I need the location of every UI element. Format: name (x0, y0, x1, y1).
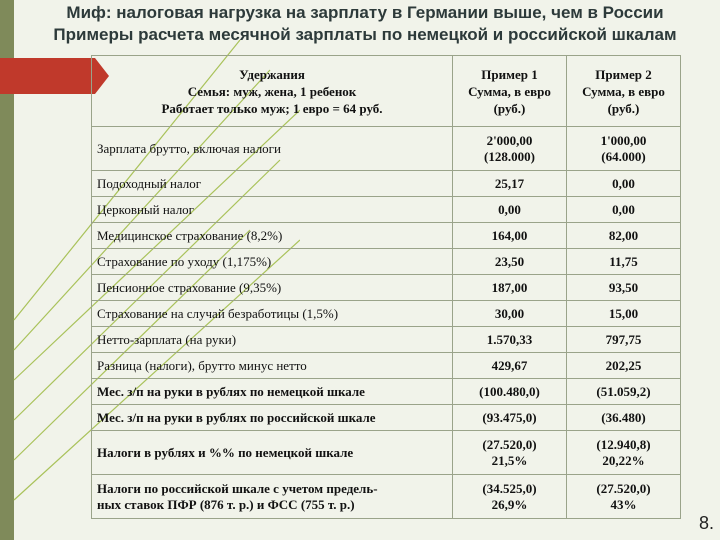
table-row (92, 327, 681, 353)
row-label: Страхование на случай безработицы (1,5%) (92, 301, 453, 327)
table-row (92, 127, 681, 171)
row-label: Зарплата брутто, включая налоги (92, 127, 453, 171)
row-label: Мес. з/п на руки в рублях по российской шкале (92, 405, 453, 431)
table-row (92, 223, 681, 249)
tax-comparison-table (91, 55, 681, 519)
row-value-2: (51.059,2) (567, 379, 681, 405)
row-value-1: (27.520,0) 21,5% (453, 431, 567, 475)
table-row (92, 379, 681, 405)
row-value-2: 0,00 (567, 171, 681, 197)
row-value-1: 23,50 (453, 249, 567, 275)
page-number: 8. (698, 513, 714, 533)
row-value-1: 25,17 (453, 171, 567, 197)
row-value-1: 30,00 (453, 301, 567, 327)
header-col1-line1: Удержания (239, 66, 305, 82)
row-value-2: 82,00 (567, 223, 681, 249)
header-example-2 (567, 56, 681, 127)
row-label: Пенсионное страхование (9,35%) (92, 275, 453, 301)
table-header-row (92, 56, 681, 127)
header-col3-line2: Сумма, в евро (582, 83, 665, 99)
table-row (92, 275, 681, 301)
row-value-1: 0,00 (453, 197, 567, 223)
row-label: Разница (налоги), брутто минус нетто (92, 353, 453, 379)
row-value-1: 164,00 (453, 223, 567, 249)
row-value-1: 187,00 (453, 275, 567, 301)
row-label: Церковный налог (92, 197, 453, 223)
table-row (92, 475, 681, 519)
title-line-2: Примеры расчета месячной зарплаты по немецкой и российской шкалам (53, 25, 677, 44)
header-col3-line3: (руб.) (607, 100, 640, 116)
header-col2-line3: (руб.) (493, 100, 526, 116)
row-value-2: 797,75 (567, 327, 681, 353)
row-label: Нетто-зарплата (на руки) (92, 327, 453, 353)
table-row (92, 353, 681, 379)
header-col2-line1: Пример 1 (481, 66, 538, 82)
header-deductions (92, 56, 453, 127)
row-value-1: (34.525,0) 26,9% (453, 475, 567, 519)
row-value-1: 429,67 (453, 353, 567, 379)
header-example-1 (453, 56, 567, 127)
row-value-1: 1.570,33 (453, 327, 567, 353)
row-value-1: (93.475,0) (453, 405, 567, 431)
row-value-2: 11,75 (567, 249, 681, 275)
row-value-2: (27.520,0) 43% (567, 475, 681, 519)
table-row (92, 249, 681, 275)
header-col1-line3: Работает только муж; 1 евро = 64 руб. (161, 100, 383, 116)
row-label: Подоходный налог (92, 171, 453, 197)
table-row (92, 171, 681, 197)
table-row (92, 431, 681, 475)
row-label: Налоги в рублях и %% по немецкой шкале (92, 431, 453, 475)
row-value-2: 93,50 (567, 275, 681, 301)
row-value-2: (36.480) (567, 405, 681, 431)
row-value-1: 2'000,00 (128.000) (453, 127, 567, 171)
row-value-1: (100.480,0) (453, 379, 567, 405)
row-label: Мес. з/п на руки в рублях по немецкой шкале (92, 379, 453, 405)
title-line-1: Миф: налоговая нагрузка на зарплату в Германии выше, чем в России (66, 3, 664, 22)
table-row (92, 405, 681, 431)
row-value-2: 202,25 (567, 353, 681, 379)
row-value-2: 0,00 (567, 197, 681, 223)
row-value-2: (12.940,8) 20,22% (567, 431, 681, 475)
red-accent-tab (0, 58, 95, 94)
row-label: Медицинское страхование (8,2%) (92, 223, 453, 249)
row-value-2: 1'000,00 (64.000) (567, 127, 681, 171)
table-row (92, 301, 681, 327)
header-col3-line1: Пример 2 (595, 66, 652, 82)
slide-title (20, 2, 710, 46)
header-col2-line2: Сумма, в евро (468, 83, 551, 99)
row-label: Налоги по российской шкале с учетом предель- ных ставок ПФР (876 т. р.) и ФСС (755 т. р.) (92, 475, 453, 519)
table-row (92, 197, 681, 223)
row-label: Страхование по уходу (1,175%) (92, 249, 453, 275)
row-value-2: 15,00 (567, 301, 681, 327)
header-col1-line2: Семья: муж, жена, 1 ребенок (187, 83, 357, 99)
